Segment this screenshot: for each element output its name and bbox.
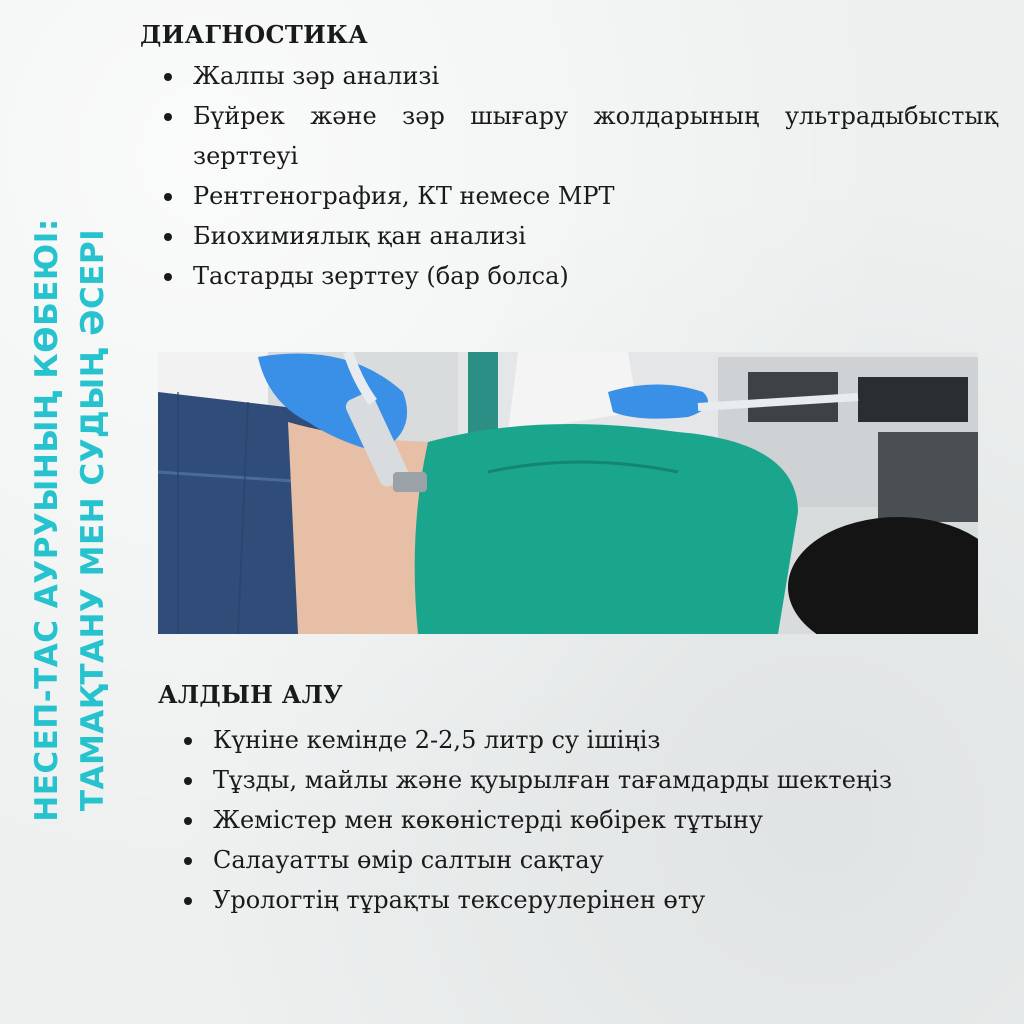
list-item: Жалпы зәр анализі	[158, 56, 998, 96]
list-item: Урологтің тұрақты тексерулерінен өту	[178, 880, 1006, 920]
list-item: Тұзды, майлы және қуырылған тағамдарды шектеңіз	[178, 760, 1006, 800]
diagnostics-list	[158, 56, 998, 296]
vertical-title-line-2: ТАМАҚТАНУ МЕН СУДЫҢ ӘСЕРІ	[75, 228, 111, 812]
list-item: Бүйрек және зәр шығару жолдарының ультрадыбыстық зерттеуі	[158, 96, 998, 176]
ultrasound-photo	[158, 352, 978, 634]
prevention-list	[178, 720, 1006, 920]
list-item: Жемістер мен көкөністерді көбірек тұтыну	[178, 800, 1006, 840]
vertical-title	[0, 0, 140, 1024]
diagnostics-heading: ДИАГНОСТИКА	[140, 20, 369, 49]
list-item: Тастарды зерттеу (бар болса)	[158, 256, 998, 296]
list-item: Күніне кемінде 2-2,5 литр су ішіңіз	[178, 720, 1006, 760]
vertical-title-line-1: НЕСЕП-ТАС АУРУЫНЫҢ КӨБЕЮІ:	[29, 218, 65, 822]
list-item: Рентгенография, КТ немесе МРТ	[158, 176, 998, 216]
prevention-heading: АЛДЫН АЛУ	[158, 680, 343, 709]
list-item: Салауатты өмір салтын сақтау	[178, 840, 1006, 880]
list-item: Биохимиялық қан анализі	[158, 216, 998, 256]
ultrasound-illustration	[158, 352, 978, 634]
